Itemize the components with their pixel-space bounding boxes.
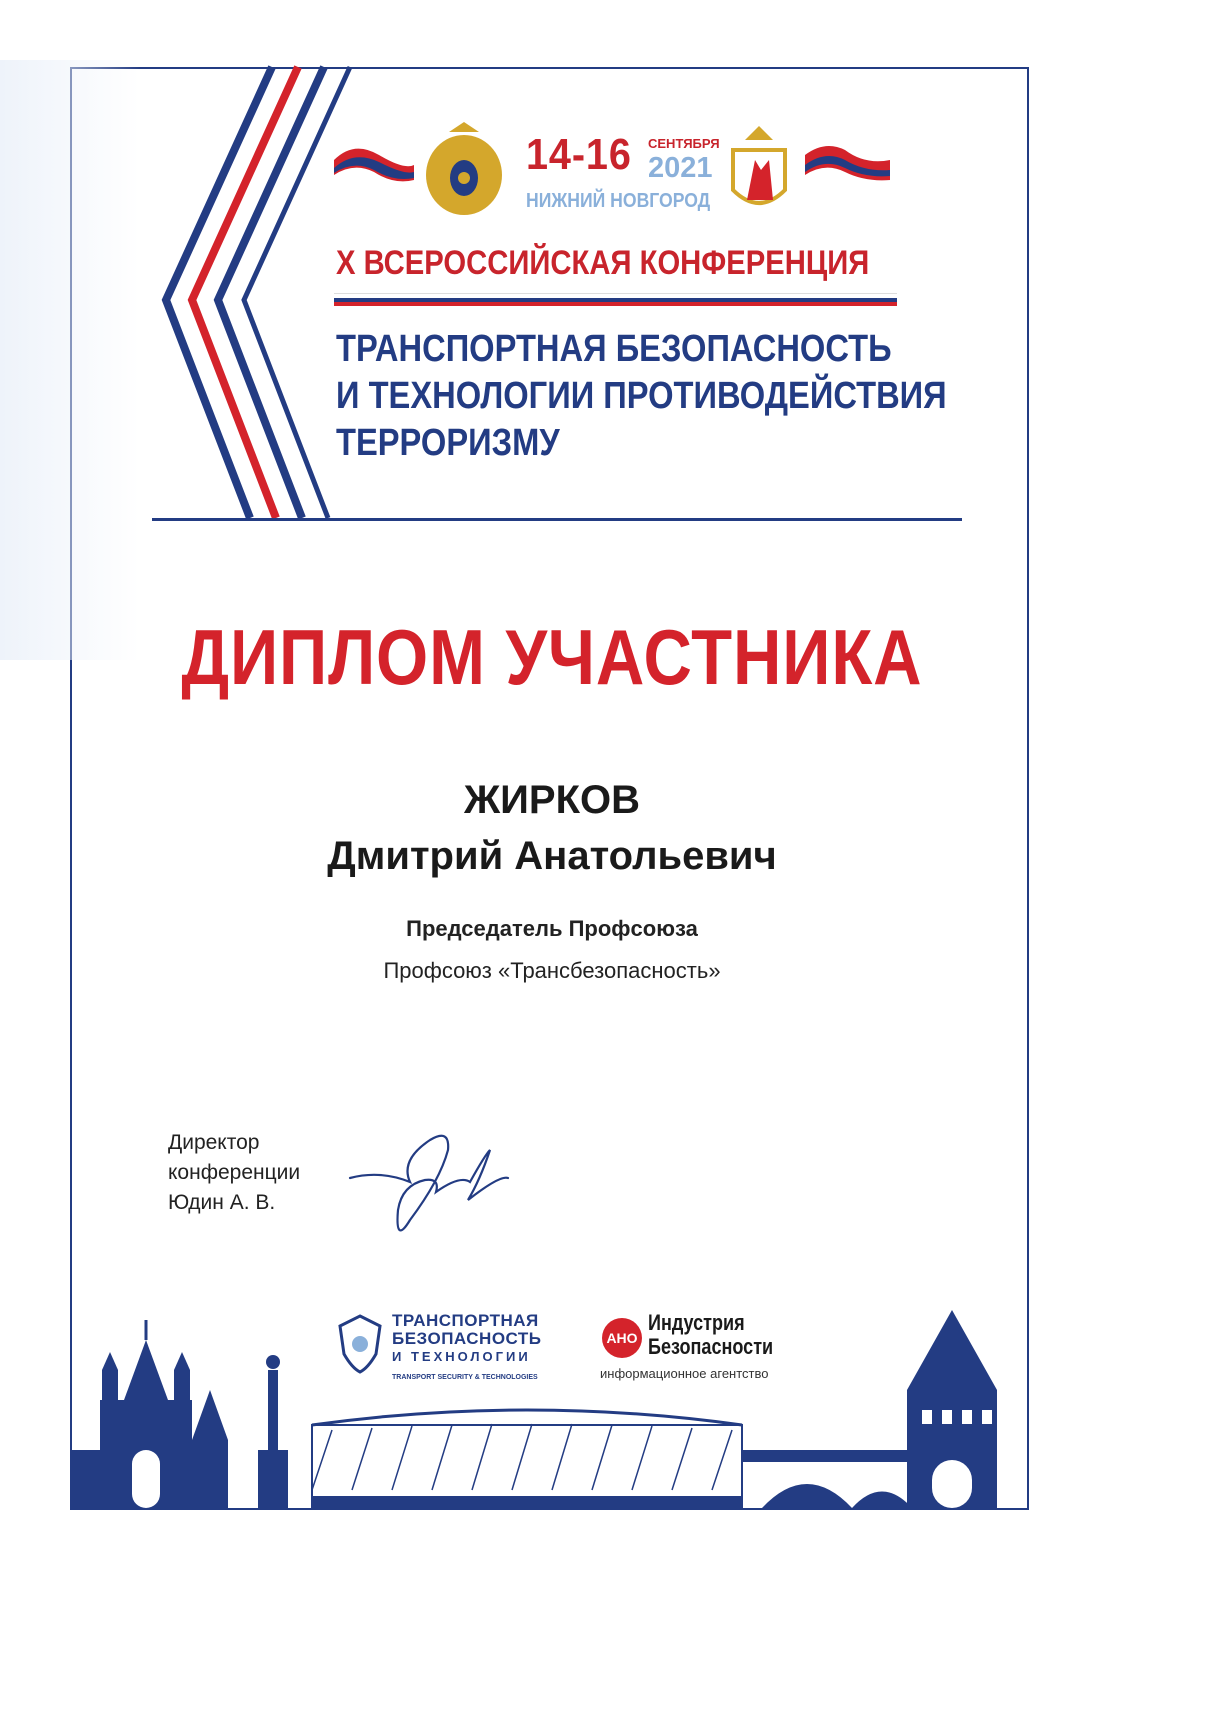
ano-badge: АНО — [602, 1318, 642, 1358]
signer-name: Юдин А. В. — [168, 1191, 276, 1214]
event-month: СЕНТЯБРЯ — [648, 136, 720, 151]
event-city: НИЖНИЙ НОВГОРОД — [526, 190, 711, 212]
russian-flag-ribbon-icon — [334, 293, 897, 305]
diploma-heading — [0, 612, 1104, 703]
theme-line: ТЕРРОРИЗМУ — [336, 422, 560, 464]
theme-line: ТРАНСПОРТНАЯ БЕЗОПАСНОСТЬ — [336, 328, 892, 370]
event-dates: 14-16 — [526, 130, 632, 179]
event-year: 2021 — [648, 152, 713, 184]
handwritten-signature — [340, 1120, 510, 1260]
conference-title: X ВСЕРОССИЙСКАЯ КОНФЕРЕНЦИЯ — [336, 244, 870, 282]
signer-block — [168, 1128, 300, 1218]
ano-line1: Индустрия — [648, 1310, 745, 1335]
participant-organization: Профсоюз «Трансбезопасность» — [383, 958, 721, 983]
tbt-line: БЕЗОПАСНОСТЬ — [392, 1329, 542, 1348]
header-divider — [152, 518, 962, 521]
participant-position: Председатель Профсоюза — [406, 916, 698, 941]
russian-eagle-emblem-icon — [334, 120, 524, 220]
signer-title-line: Директор — [168, 1131, 260, 1154]
theme-line: И ТЕХНОЛОГИИ ПРОТИВОДЕЙСТВИЯ — [336, 375, 947, 417]
participant-surname: ЖИРКОВ — [464, 778, 640, 822]
tbt-line: ТРАНСПОРТНАЯ — [392, 1311, 539, 1330]
tbt-line: И ТЕХНОЛОГИИ — [392, 1349, 531, 1364]
tbt-subtitle: TRANSPORT SECURITY & TECHNOLOGIES — [392, 1374, 538, 1381]
ano-line2: Безопасности — [648, 1334, 774, 1359]
participant-given-names: Дмитрий Анатольевич — [327, 834, 777, 878]
signer-title-line: конференции — [168, 1161, 301, 1184]
conference-theme — [336, 326, 947, 467]
city-skyline-illustration — [72, 1300, 1027, 1508]
diploma-heading-text: ДИПЛОМ УЧАСТНИКА — [181, 613, 923, 701]
ano-subtitle: информационное агентство — [600, 1366, 769, 1381]
nizhny-novgorod-coat-of-arms-icon — [725, 120, 895, 220]
